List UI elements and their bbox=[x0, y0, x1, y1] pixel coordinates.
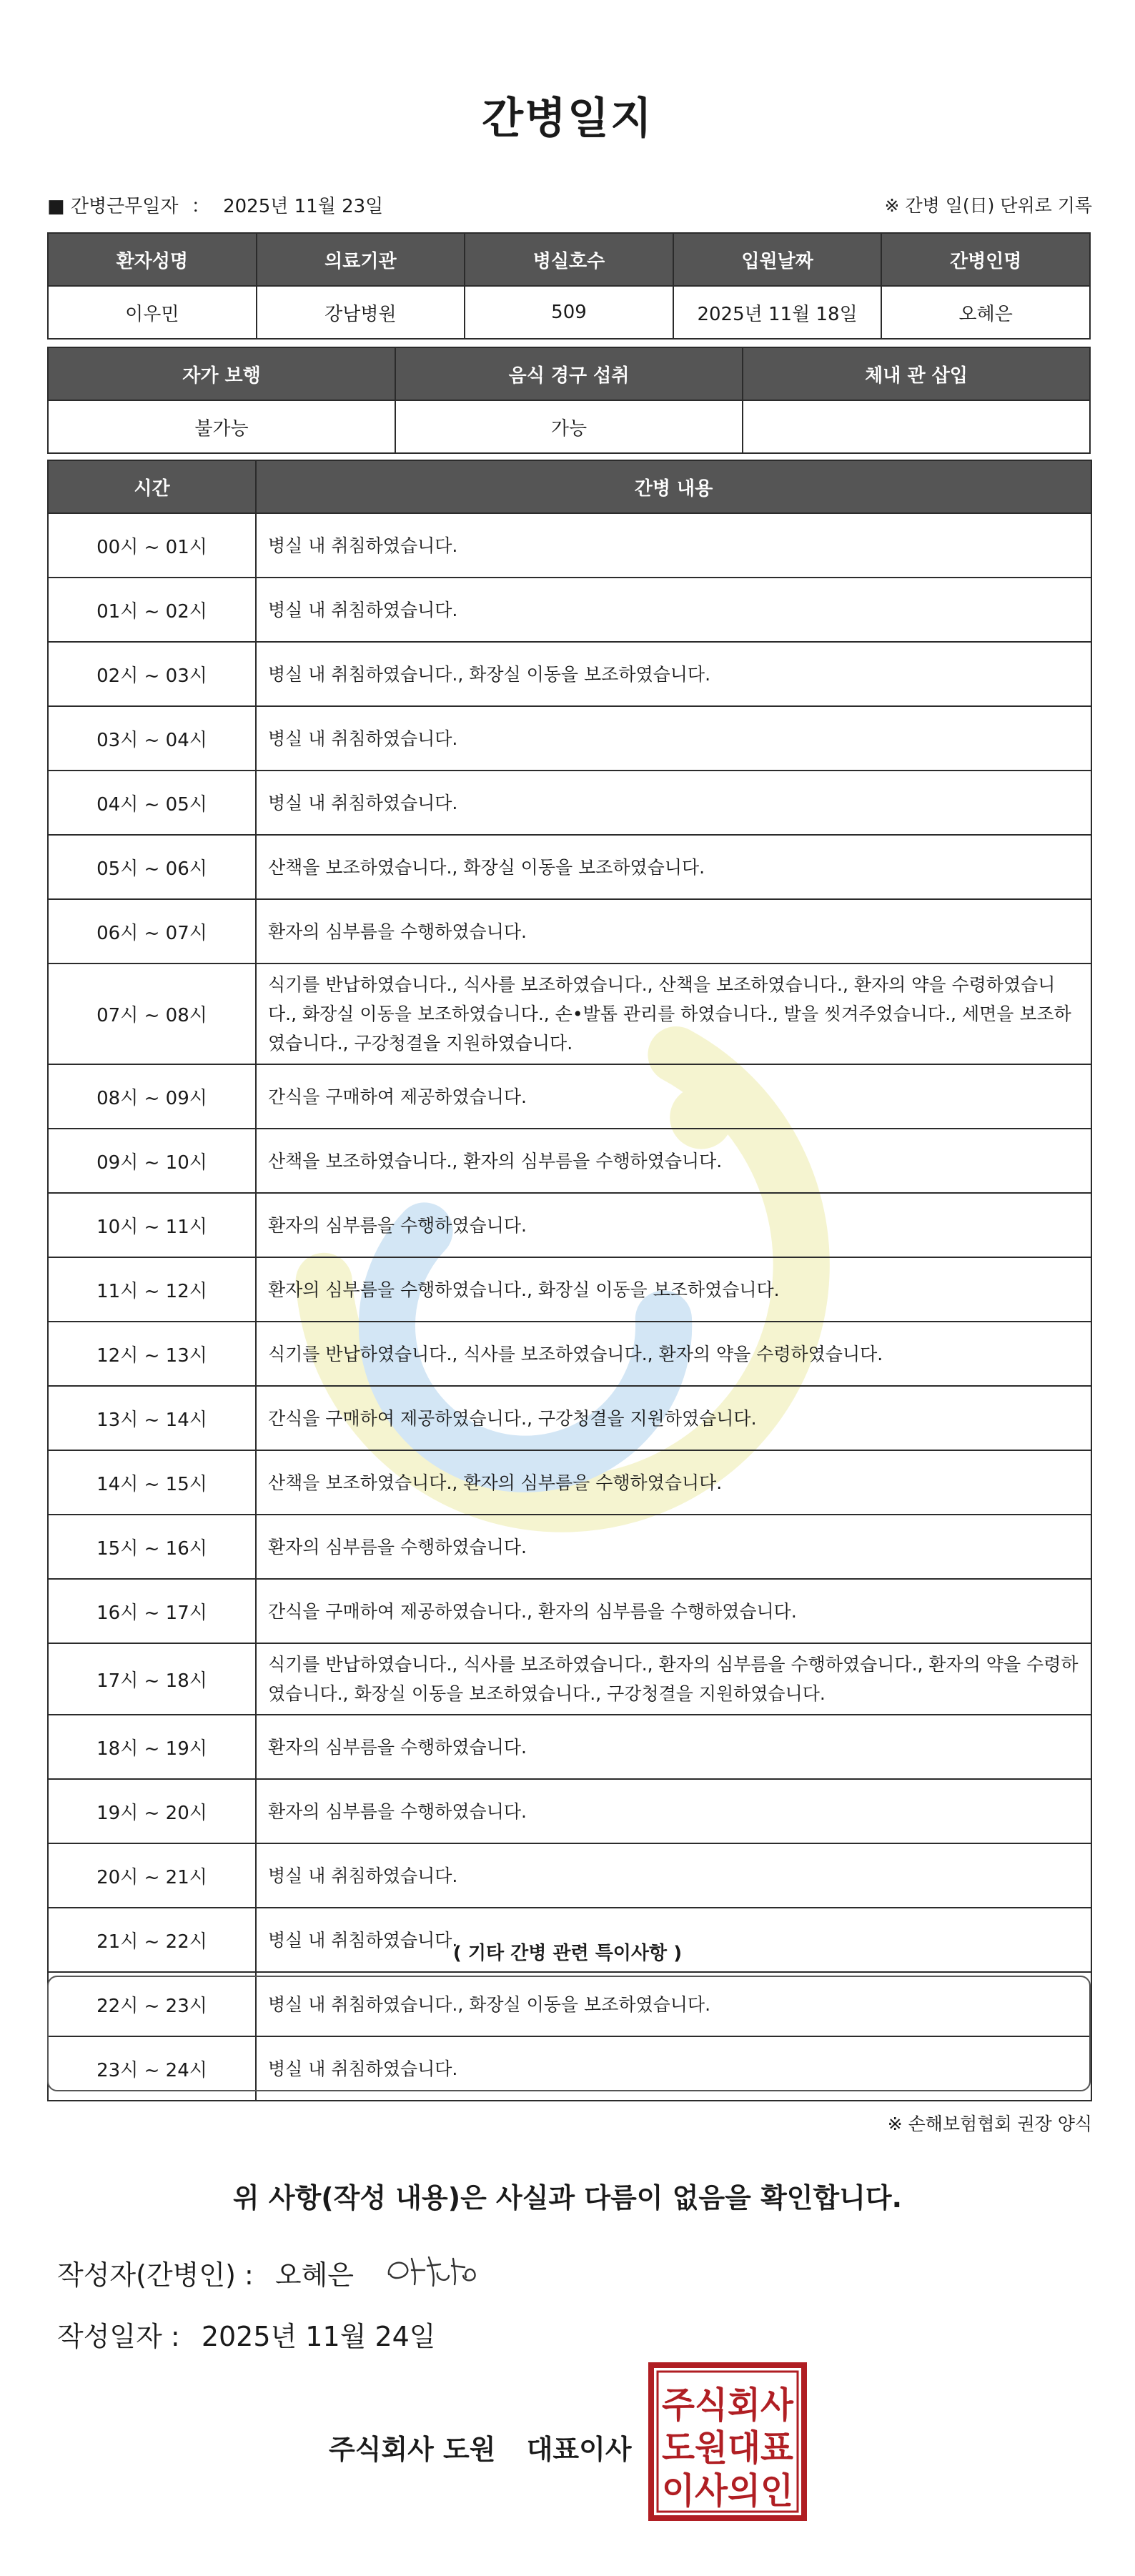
svg-text:주식회사: 주식회사 bbox=[662, 2384, 794, 2426]
hospital-name: 강남병원 bbox=[257, 286, 465, 339]
table-row bbox=[48, 1779, 1091, 1843]
written-date-label: 작성일자 : bbox=[57, 2321, 180, 2352]
log-time: 10시 ~ 11시 bbox=[48, 1193, 256, 1257]
work-date-separator: ： bbox=[191, 196, 210, 217]
header-room-number: 병실호수 bbox=[465, 233, 673, 286]
header-time: 시간 bbox=[48, 460, 256, 513]
work-date-label: ■ 간병근무일자 bbox=[47, 196, 179, 217]
log-time: 13시 ~ 14시 bbox=[48, 1386, 256, 1450]
table-row bbox=[48, 771, 1091, 835]
room-number: 509 bbox=[465, 286, 673, 339]
table-row bbox=[48, 1386, 1091, 1450]
log-time: 15시 ~ 16시 bbox=[48, 1515, 256, 1579]
log-time: 09시 ~ 10시 bbox=[48, 1129, 256, 1193]
patient-status-table bbox=[47, 347, 1091, 454]
svg-text:도원대표: 도원대표 bbox=[662, 2427, 794, 2469]
table-row bbox=[48, 1450, 1091, 1515]
log-time: 21시 ~ 22시 bbox=[48, 1908, 256, 1972]
log-content: 병실 내 취침하였습니다. bbox=[256, 513, 1091, 578]
table-row bbox=[48, 642, 1091, 706]
log-time: 04시 ~ 05시 bbox=[48, 771, 256, 835]
patient-info-table bbox=[47, 232, 1091, 340]
log-content: 환자의 심부름을 수행하였습니다. bbox=[256, 1193, 1091, 1257]
confirmation-statement: 위 사항(작성 내용)은 사실과 다름이 없음을 확인합니다. bbox=[232, 2182, 903, 2214]
log-content: 환자의 심부름을 수행하였습니다. bbox=[256, 1715, 1091, 1779]
log-content: 환자의 심부름을 수행하였습니다. bbox=[256, 1515, 1091, 1579]
log-content: 병실 내 취침하였습니다. bbox=[256, 1908, 1091, 1972]
header-patient-name: 환자성명 bbox=[48, 233, 257, 286]
log-content: 식기를 반납하였습니다., 식사를 보조하였습니다., 환자의 약을 수령하였습니다. bbox=[256, 1322, 1091, 1386]
header-care-content: 간병 내용 bbox=[256, 460, 1091, 513]
special-notes-title: ( 기타 간병 관련 특이사항 ) bbox=[452, 1943, 683, 1964]
header-tube-insertion: 체내 관 삽입 bbox=[743, 347, 1090, 400]
company-seal-stamp bbox=[648, 2362, 808, 2522]
oral-intake-value: 가능 bbox=[395, 400, 743, 453]
log-time: 17시 ~ 18시 bbox=[48, 1643, 256, 1715]
table-row bbox=[48, 1579, 1091, 1643]
log-time: 16시 ~ 17시 bbox=[48, 1579, 256, 1643]
svg-text:이사의인: 이사의인 bbox=[662, 2470, 793, 2512]
table-row bbox=[48, 1257, 1091, 1322]
company-representative: 대표이사 bbox=[526, 2434, 632, 2465]
log-time: 03시 ~ 04시 bbox=[48, 706, 256, 771]
table-row bbox=[48, 1129, 1091, 1193]
log-time: 14시 ~ 15시 bbox=[48, 1450, 256, 1515]
log-time: 08시 ~ 09시 bbox=[48, 1064, 256, 1129]
log-time: 23시 ~ 24시 bbox=[48, 2036, 256, 2101]
table-row bbox=[48, 1643, 1091, 1715]
log-time: 20시 ~ 21시 bbox=[48, 1843, 256, 1908]
table-row bbox=[48, 1843, 1091, 1908]
table-row bbox=[48, 1322, 1091, 1386]
table-row bbox=[48, 1715, 1091, 1779]
table-row bbox=[48, 706, 1091, 771]
writer-name: 오혜은 bbox=[274, 2259, 354, 2291]
tube-insertion-value bbox=[743, 400, 1090, 453]
writer-label: 작성자(간병인) : bbox=[57, 2259, 254, 2291]
log-content: 병실 내 취침하였습니다., 화장실 이동을 보조하였습니다. bbox=[256, 1972, 1091, 2036]
insurer-form-note: ※ 손해보험협회 권장 양식 bbox=[887, 2114, 1092, 2134]
company-line bbox=[329, 2427, 632, 2467]
work-date-value: 2025년 11월 23일 bbox=[223, 196, 384, 217]
table-row bbox=[48, 963, 1091, 1064]
daily-unit-note: ※ 간병 일(日) 단위로 기록 bbox=[884, 195, 1092, 216]
log-time: 02시 ~ 03시 bbox=[48, 642, 256, 706]
header-hospital: 의료기관 bbox=[257, 233, 465, 286]
table-row bbox=[48, 899, 1091, 963]
written-date-line bbox=[57, 2314, 436, 2354]
log-content: 간식을 구매하여 제공하였습니다., 환자의 심부름을 수행하였습니다. bbox=[256, 1579, 1091, 1643]
special-notes-box bbox=[47, 1976, 1091, 2091]
writer-line bbox=[57, 2253, 354, 2292]
self-walking-value: 불가능 bbox=[48, 400, 395, 453]
log-time: 00시 ~ 01시 bbox=[48, 513, 256, 578]
log-time: 19시 ~ 20시 bbox=[48, 1779, 256, 1843]
log-time: 07시 ~ 08시 bbox=[48, 963, 256, 1064]
header-admission-date: 입원날짜 bbox=[673, 233, 882, 286]
admission-date: 2025년 11월 18일 bbox=[673, 286, 882, 339]
table-row bbox=[48, 578, 1091, 642]
log-content: 병실 내 취침하였습니다., 화장실 이동을 보조하였습니다. bbox=[256, 642, 1091, 706]
log-content: 간식을 구매하여 제공하였습니다., 구강청결을 지원하였습니다. bbox=[256, 1386, 1091, 1450]
log-content: 환자의 심부름을 수행하였습니다., 화장실 이동을 보조하였습니다. bbox=[256, 1257, 1091, 1322]
care-log-table bbox=[47, 460, 1092, 2101]
caregiver-name: 오혜은 bbox=[881, 286, 1090, 339]
log-content: 병실 내 취침하였습니다. bbox=[256, 771, 1091, 835]
log-content: 병실 내 취침하였습니다. bbox=[256, 706, 1091, 771]
log-time: 22시 ~ 23시 bbox=[48, 1972, 256, 2036]
log-time: 01시 ~ 02시 bbox=[48, 578, 256, 642]
table-row bbox=[48, 835, 1091, 899]
page-title: 간병일지 bbox=[482, 94, 653, 144]
log-content: 병실 내 취침하였습니다. bbox=[256, 1843, 1091, 1908]
log-content: 환자의 심부름을 수행하였습니다. bbox=[256, 899, 1091, 963]
log-content: 환자의 심부름을 수행하였습니다. bbox=[256, 1779, 1091, 1843]
table-row bbox=[48, 1193, 1091, 1257]
log-content: 병실 내 취침하였습니다. bbox=[256, 578, 1091, 642]
patient-name: 이우민 bbox=[48, 286, 257, 339]
company-name: 주식회사 도원 bbox=[329, 2434, 496, 2465]
written-date-value: 2025년 11월 24일 bbox=[201, 2321, 436, 2352]
log-content: 식기를 반납하였습니다., 식사를 보조하였습니다., 환자의 심부름을 수행하였습니다., 환자의 약을 수령하였습니다., 화장실 이동을 보조하였습니다., 구강청결을 지원하였습니다. bbox=[256, 1643, 1091, 1715]
log-content: 산책을 보조하였습니다., 환자의 심부름을 수행하였습니다. bbox=[256, 1129, 1091, 1193]
log-content: 식기를 반납하였습니다., 식사를 보조하였습니다., 산책을 보조하였습니다., 환자의 약을 수령하였습니다., 화장실 이동을 보조하였습니다., 손•발톱 관리를 하였습니다., 발을 씻겨주었습니다., 세면을 보조하였습니다., 구강청결을 지원하였습니다. bbox=[256, 963, 1091, 1064]
table-row bbox=[48, 1515, 1091, 1579]
log-content: 산책을 보조하였습니다., 환자의 심부름을 수행하였습니다. bbox=[256, 1450, 1091, 1515]
header-self-walking: 자가 보행 bbox=[48, 347, 395, 400]
log-time: 06시 ~ 07시 bbox=[48, 899, 256, 963]
care-log-rows bbox=[48, 513, 1091, 2101]
log-content: 산책을 보조하였습니다., 화장실 이동을 보조하였습니다. bbox=[256, 835, 1091, 899]
table-row bbox=[48, 513, 1091, 578]
work-date bbox=[47, 192, 383, 218]
log-time: 18시 ~ 19시 bbox=[48, 1715, 256, 1779]
header-oral-intake: 음식 경구 섭취 bbox=[395, 347, 743, 400]
log-time: 12시 ~ 13시 bbox=[48, 1322, 256, 1386]
log-time: 05시 ~ 06시 bbox=[48, 835, 256, 899]
log-content: 병실 내 취침하였습니다. bbox=[256, 2036, 1091, 2101]
log-time: 11시 ~ 12시 bbox=[48, 1257, 256, 1322]
signature-image bbox=[383, 2244, 490, 2294]
table-row bbox=[48, 1064, 1091, 1129]
log-content: 간식을 구매하여 제공하였습니다. bbox=[256, 1064, 1091, 1129]
header-caregiver-name: 간병인명 bbox=[881, 233, 1090, 286]
